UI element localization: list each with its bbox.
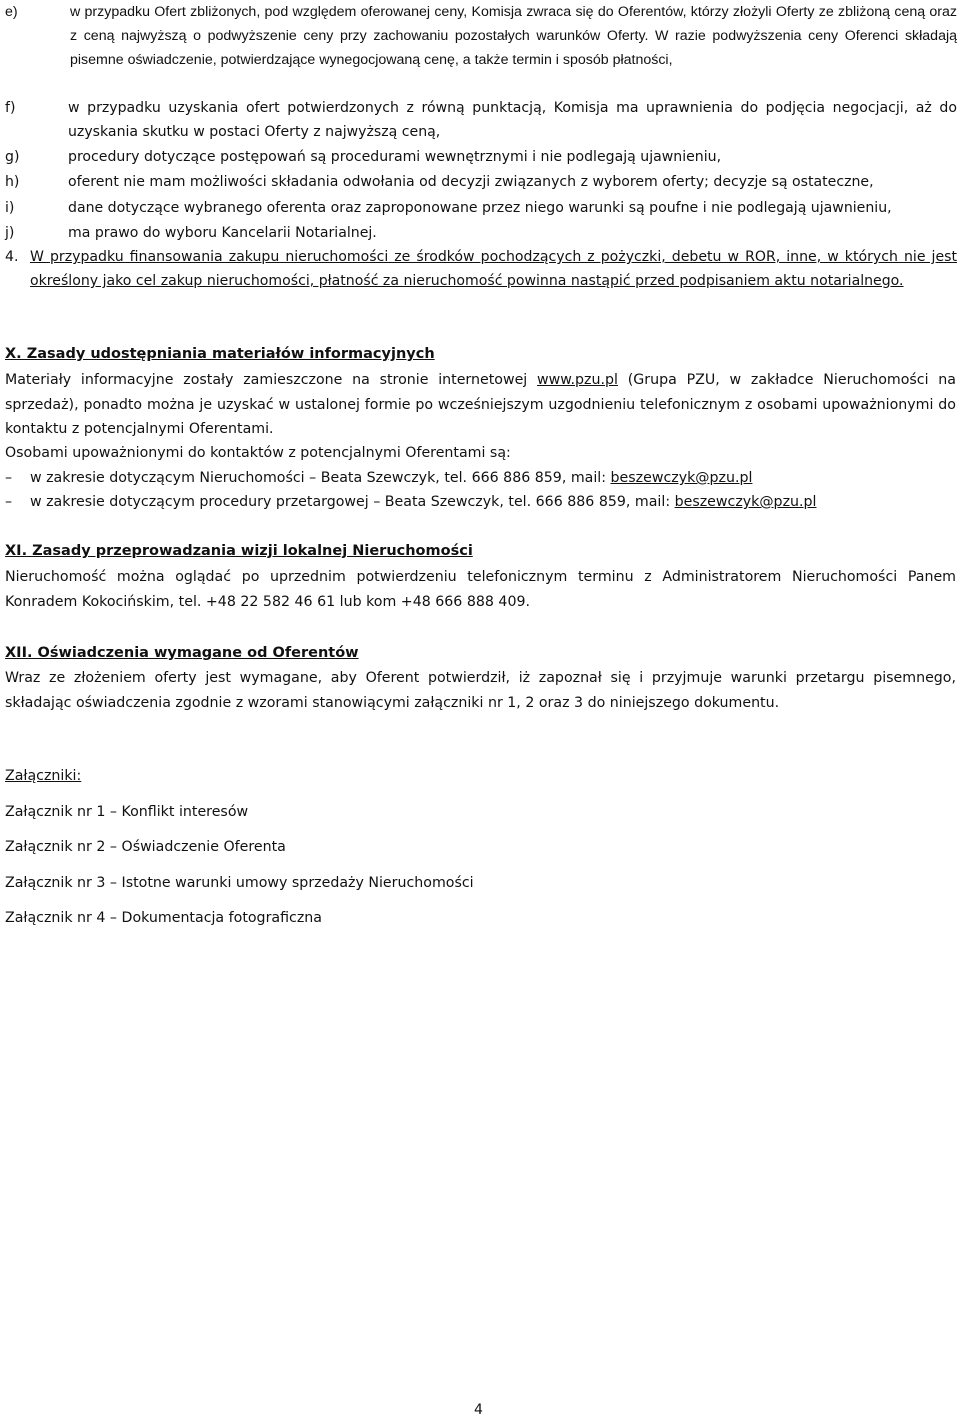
list-label: i) (5, 200, 15, 216)
attachments-heading: Załączniki: (5, 768, 82, 784)
contact-item: – w zakresie dotyczącym procedury przetargowej – Beata Szewczyk, tel. 666 886 859, mail: beszewczyk@pzu.pl (5, 494, 817, 510)
list-item-g (5, 145, 957, 169)
section-x-paragraph: Materiały informacyjne zostały zamieszczone na stronie internetowej www.pzu.pl (Grupa PZU, w zakładce Nieruchomości na sprzedaż), ponadto można je uzyskać w ustalonej formie po wcześniejszym uzgodnieniu telefonicznym z osobami upoważnionymi do kontaktu z potencjalnymi Oferentami. (5, 372, 956, 437)
section-heading-xii: XII. Oświadczenia wymagane od Oferentów (5, 645, 359, 661)
attachment-item: Załącznik nr 3 – Istotne warunki umowy sprzedaży Nieruchomości (5, 875, 474, 891)
contact-item: – w zakresie dotyczącym Nieruchomości – Beata Szewczyk, tel. 666 886 859, mail: beszewczyk@pzu.pl (5, 470, 753, 486)
list-label: j) (5, 225, 15, 241)
section-heading-xi: XI. Zasady przeprowadzania wizji lokalnej Nieruchomości (5, 543, 473, 559)
section-xi-paragraph: Nieruchomość można oglądać po uprzednim potwierdzeniu telefonicznym terminu z Administratorem Nieruchomości Panem Konradem Kokocińskim, tel. +48 22 582 46 61 lub kom +48 666 888 409. (5, 569, 956, 610)
list-item-j (5, 221, 957, 245)
attachment-item: Załącznik nr 4 – Dokumentacja fotograficzna (5, 910, 322, 926)
list-label: e) (5, 4, 18, 20)
email-link[interactable]: beszewczyk@pzu.pl (674, 494, 817, 510)
dash-bullet: – (5, 470, 13, 486)
list-text: procedury dotyczące postępowań są procedurami wewnętrznymi i nie podlegają ujawnieniu, (68, 149, 722, 165)
attachment-item: Załącznik nr 1 – Konflikt interesów (5, 804, 249, 820)
email-link[interactable]: beszewczyk@pzu.pl (610, 470, 753, 486)
list-text: dane dotyczące wybranego oferenta oraz zaproponowane przez niego warunki są poufne i nie podlegają ujawnieniu, (68, 200, 892, 216)
section-xii-paragraph: Wraz ze złożeniem oferty jest wymagane, aby Oferent potwierdził, iż zapoznał się i przyjmuje warunki przetargu pisemnego, składając oświadczenia zgodnie z wzorami stanowiącymi załączniki nr 1, 2 oraz 3 do niniejszego dokumentu. (5, 670, 956, 711)
section-heading-x: X. Zasady udostępniania materiałów informacyjnych (5, 346, 435, 362)
page-number: 4 (474, 1402, 483, 1418)
list-item-h (5, 170, 957, 194)
pzu-website-link[interactable]: www.pzu.pl (537, 372, 618, 388)
list-item-4 (5, 245, 957, 293)
dash-bullet: – (5, 494, 13, 510)
list-text: W przypadku finansowania zakupu nieruchomości ze środków pochodzących z pożyczki, debetu w ROR, inne, w których nie jest określony jako cel zakup nieruchomości, płatność za nieruchomość powinna nastąpić przed podpisaniem aktu notarialnego. (30, 249, 957, 289)
list-label: g) (5, 149, 20, 165)
list-label: h) (5, 174, 20, 190)
list-label: 4. (5, 249, 19, 265)
list-text: w przypadku Ofert zbliżonych, pod względem oferowanej ceny, Komisja zwraca się do Oferentów, którzy złożyli Oferty ze zbliżoną ceną oraz z ceną najwyższą o podwyższenie ceny przy zachowaniu pozostałych warunków Oferty. W razie podwyższenia ceny Oferenci składają pisemne oświadczenie, potwierdzające wynegocjowaną cenę, a także termin i sposób płatności, (70, 4, 957, 68)
list-text: oferent nie mam możliwości składania odwołania od decyzji związanych z wyborem oferty; decyzje są ostateczne, (68, 174, 874, 190)
list-text: w przypadku uzyskania ofert potwierdzonych z równą punktacją, Komisja ma uprawnienia do podjęcia negocjacji, aż do uzyskania skutku w postaci Oferty z najwyższą ceną, (68, 100, 957, 140)
list-label: f) (5, 100, 16, 116)
list-text: ma prawo do wyboru Kancelarii Notarialnej. (68, 225, 377, 241)
list-item-i (5, 196, 957, 220)
attachment-item: Załącznik nr 2 – Oświadczenie Oferenta (5, 839, 286, 855)
list-item-e (5, 0, 957, 72)
section-x-contacts-intro: Osobami upoważnionymi do kontaktów z potencjalnymi Oferentami są: (5, 445, 511, 461)
list-item-f (5, 96, 957, 144)
